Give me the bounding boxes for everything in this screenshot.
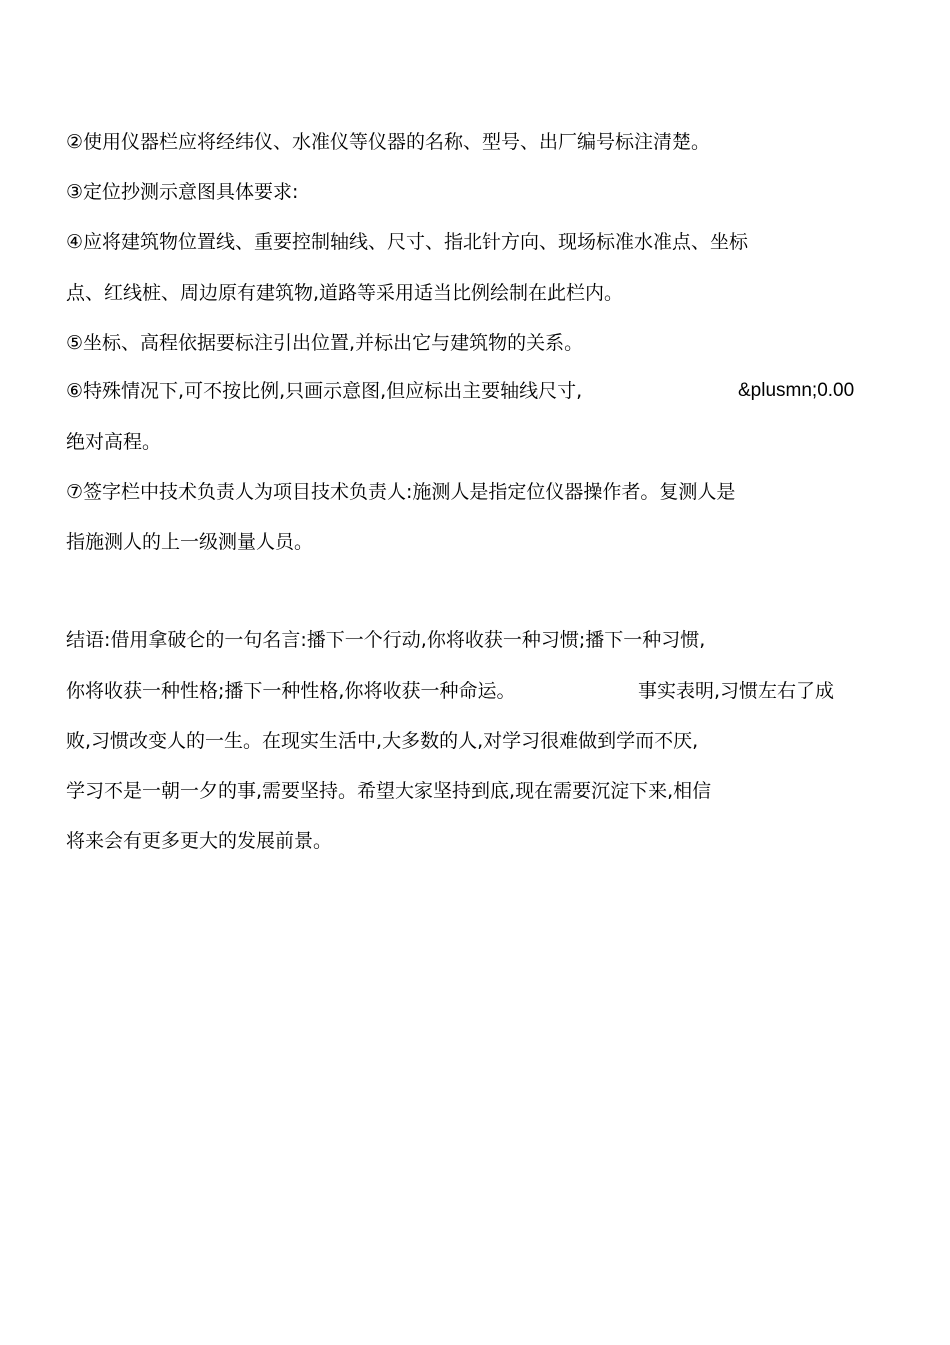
conclusion-line-4: 学习不是一朝一夕的事,需要坚持。希望大家坚持到底,现在需要沉淀下来,相信 [66, 780, 712, 802]
note-7-line-2: 指施测人的上一级测量人员。 [66, 531, 314, 553]
conclusion-line-1: 结语:借用拿破仑的一句名言:播下一个行动,你将收获一种习惯;播下一种习惯, [66, 629, 706, 651]
note-4-line-2: 点、红线桩、周边原有建筑物,道路等采用适当比例绘制在此栏内。 [66, 282, 624, 304]
note-4-line-1: ④应将建筑物位置线、重要控制轴线、尺寸、指北针方向、现场标准水准点、坐标 [66, 231, 749, 253]
conclusion-line-3: 败,习惯改变人的一生。在现实生活中,大多数的人,对学习很难做到学而不厌, [66, 730, 699, 752]
note-6-line-2: 绝对高程。 [66, 431, 162, 453]
conclusion-line-2-tail: 事实表明,习惯左右了成 [638, 680, 835, 702]
note-2: ②使用仪器栏应将经纬仪、水准仪等仪器的名称、型号、出厂编号标注清楚。 [66, 131, 711, 153]
conclusion-line-2: 你将收获一种性格;播下一种性格,你将收获一种命运。 [66, 680, 516, 702]
note-6-elevation-code: &plusmn;0.00 [738, 380, 855, 401]
note-6-line-1: ⑥特殊情况下,可不按比例,只画示意图,但应标出主要轴线尺寸, [66, 380, 583, 402]
note-5: ⑤坐标、高程依据要标注引出位置,并标出它与建筑物的关系。 [66, 332, 584, 354]
conclusion-line-5: 将来会有更多更大的发展前景。 [66, 830, 333, 852]
note-3: ③定位抄测示意图具体要求: [66, 181, 299, 203]
note-7-line-1: ⑦签字栏中技术负责人为项目技术负责人:施测人是指定位仪器操作者。复测人是 [66, 481, 736, 503]
